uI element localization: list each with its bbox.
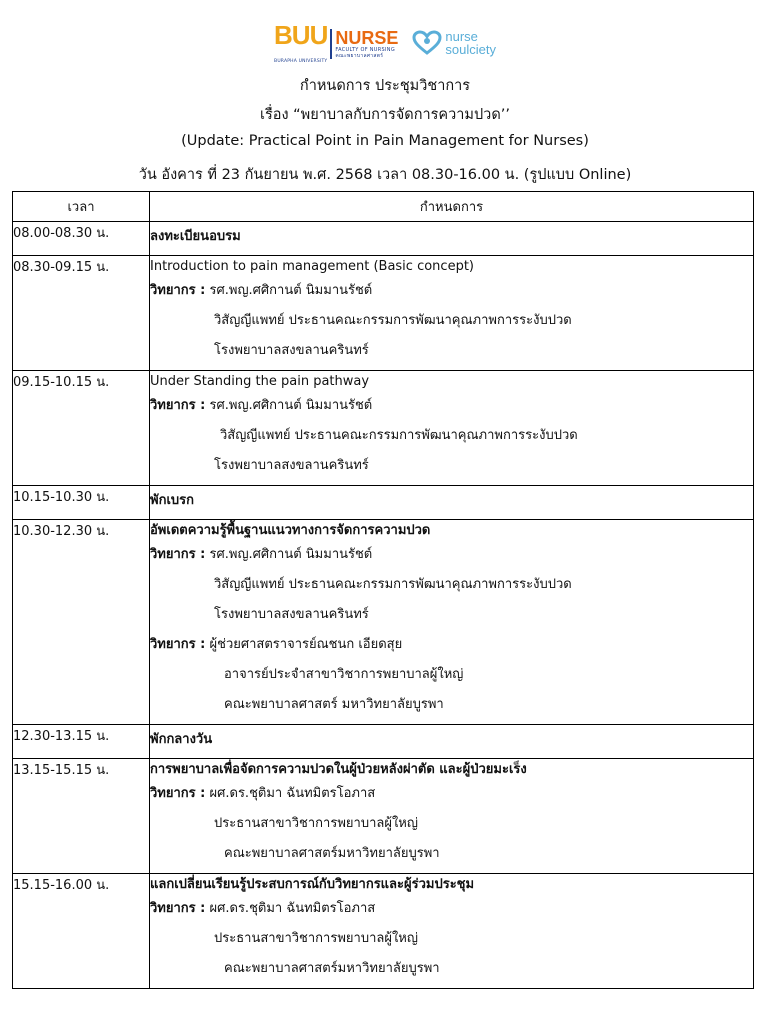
title-line1: กำหนดการ ประชุมวิชาการ [299, 78, 471, 94]
speaker-affiliation: โรงพยาบาลสงขลานครินทร์ [214, 343, 369, 358]
buu-logo-text: BUU [274, 19, 328, 50]
row-topic: พักเบรก [150, 493, 194, 508]
column-header-agenda: กำหนดการ [150, 192, 754, 222]
column-header-time: เวลา [13, 192, 150, 222]
speaker2-affiliation: คณะพยาบาลศาสตร์ มหาวิทยาลัยบูรพา [224, 697, 444, 712]
table-row [13, 725, 754, 759]
speaker-affiliation: คณะพยาบาลศาสตร์มหาวิทยาลัยบูรพา [224, 961, 440, 976]
nurse-soulciety-logo [412, 30, 496, 56]
soulciety-line2: soulciety [445, 42, 496, 57]
row-topic: อัพเดตความรู้พื้นฐานแนวทางการจัดการความปวด [150, 523, 431, 538]
row-time: 10.30-12.30 น. [13, 520, 150, 725]
speaker-label: วิทยากร : [150, 398, 206, 413]
row-time: 12.30-13.15 น. [13, 725, 150, 759]
speaker-position: วิสัญญีแพทย์ ประธานคณะกรรมการพัฒนาคุณภาพการระงับปวด [214, 313, 572, 328]
speaker-name: รศ.พญ.ศศิกานต์ นิมมานรัชต์ [205, 398, 373, 413]
table-row [13, 486, 754, 520]
row-time: 09.15-10.15 น. [13, 371, 150, 486]
row-topic: แลกเปลี่ยนเรียนรู้ประสบการณ์กับวิทยากรและผู้ร่วมประชุม [150, 877, 475, 892]
table-header-row [13, 192, 754, 222]
row-time: 08.30-09.15 น. [13, 256, 150, 371]
speaker-label: วิทยากร : [150, 283, 206, 298]
table-row [13, 371, 754, 486]
row-topic: Under Standing the pain pathway [150, 374, 370, 389]
speaker-position: ประธานสาขาวิชาการพยาบาลผู้ใหญ่ [214, 931, 418, 946]
table-row [13, 222, 754, 256]
speaker-label: วิทยากร : [150, 547, 206, 562]
speaker-position: ประธานสาขาวิชาการพยาบาลผู้ใหญ่ [214, 816, 418, 831]
table-row [13, 256, 754, 371]
speaker-name: ผศ.ดร.ชุติมา ฉันทมิตรโอภาส [205, 901, 376, 916]
speaker-name: ผศ.ดร.ชุติมา ฉันทมิตรโอภาส [205, 786, 376, 801]
row-time: 10.15-10.30 น. [13, 486, 150, 520]
row-time: 15.15-16.00 น. [13, 874, 150, 989]
table-row [13, 874, 754, 989]
speaker-affiliation: โรงพยาบาลสงขลานครินทร์ [214, 607, 369, 622]
header-logos [0, 19, 770, 64]
nurse-logo-text: NURSE [335, 27, 399, 48]
row-topic: พักกลางวัน [150, 732, 213, 747]
row-topic: การพยาบาลเพื่อจัดการความปวดในผู้ป่วยหลังผ่าตัด และผู้ป่วยมะเร็ง [150, 762, 527, 777]
row-topic: ลงทะเบียนอบรม [150, 229, 241, 244]
speaker-affiliation: คณะพยาบาลศาสตร์มหาวิทยาลัยบูรพา [224, 846, 440, 861]
speaker2-name: ผู้ช่วยศาสตราจารย์ณชนก เอียดสุย [205, 637, 403, 652]
buu-logo-subtitle: BURAPHA UNIVERSITY [274, 58, 328, 64]
speaker-position: วิสัญญีแพทย์ ประธานคณะกรรมการพัฒนาคุณภาพการระงับปวด [214, 577, 572, 592]
schedule-table [12, 191, 754, 989]
buu-nurse-logo [274, 19, 399, 65]
title-line4: วัน อังคาร ที่ 23 กันยายน พ.ศ. 2568 เวลา 08.30-16.00 น. (รูปแบบ Online) [138, 167, 632, 183]
row-time: 08.00-08.30 น. [13, 222, 150, 256]
title-line2: เรื่อง “พยาบาลกับการจัดการความปวด’’ [260, 107, 510, 123]
speaker-name: รศ.พญ.ศศิกานต์ นิมมานรัชต์ [205, 547, 373, 562]
speaker-label: วิทยากร : [150, 901, 206, 916]
speaker2-position: อาจารย์ประจำสาขาวิชาการพยาบาลผู้ใหญ่ [224, 667, 464, 682]
title-line3: (Update: Practical Point in Pain Management for Nurses) [181, 133, 589, 149]
soulciety-line1: nurse [445, 29, 478, 44]
speaker-affiliation: โรงพยาบาลสงขลานครินทร์ [214, 458, 369, 473]
speaker-position: วิสัญญีแพทย์ ประธานคณะกรรมการพัฒนาคุณภาพการระงับปวด [220, 428, 578, 443]
nurse-logo-subtitle-th: คณะพยาบาลศาสตร์ [335, 52, 384, 59]
speaker-label: วิทยากร : [150, 786, 206, 801]
table-row [13, 520, 754, 725]
heart-hands-icon [412, 30, 442, 56]
table-row [13, 759, 754, 874]
nurse-logo-subtitle: FACULTY OF NURSING [335, 46, 396, 53]
row-topic: Introduction to pain management (Basic concept) [150, 259, 474, 274]
row-time: 13.15-15.15 น. [13, 759, 150, 874]
speaker-name: รศ.พญ.ศศิกานต์ นิมมานรัชต์ [205, 283, 373, 298]
speaker2-label: วิทยากร : [150, 637, 206, 652]
